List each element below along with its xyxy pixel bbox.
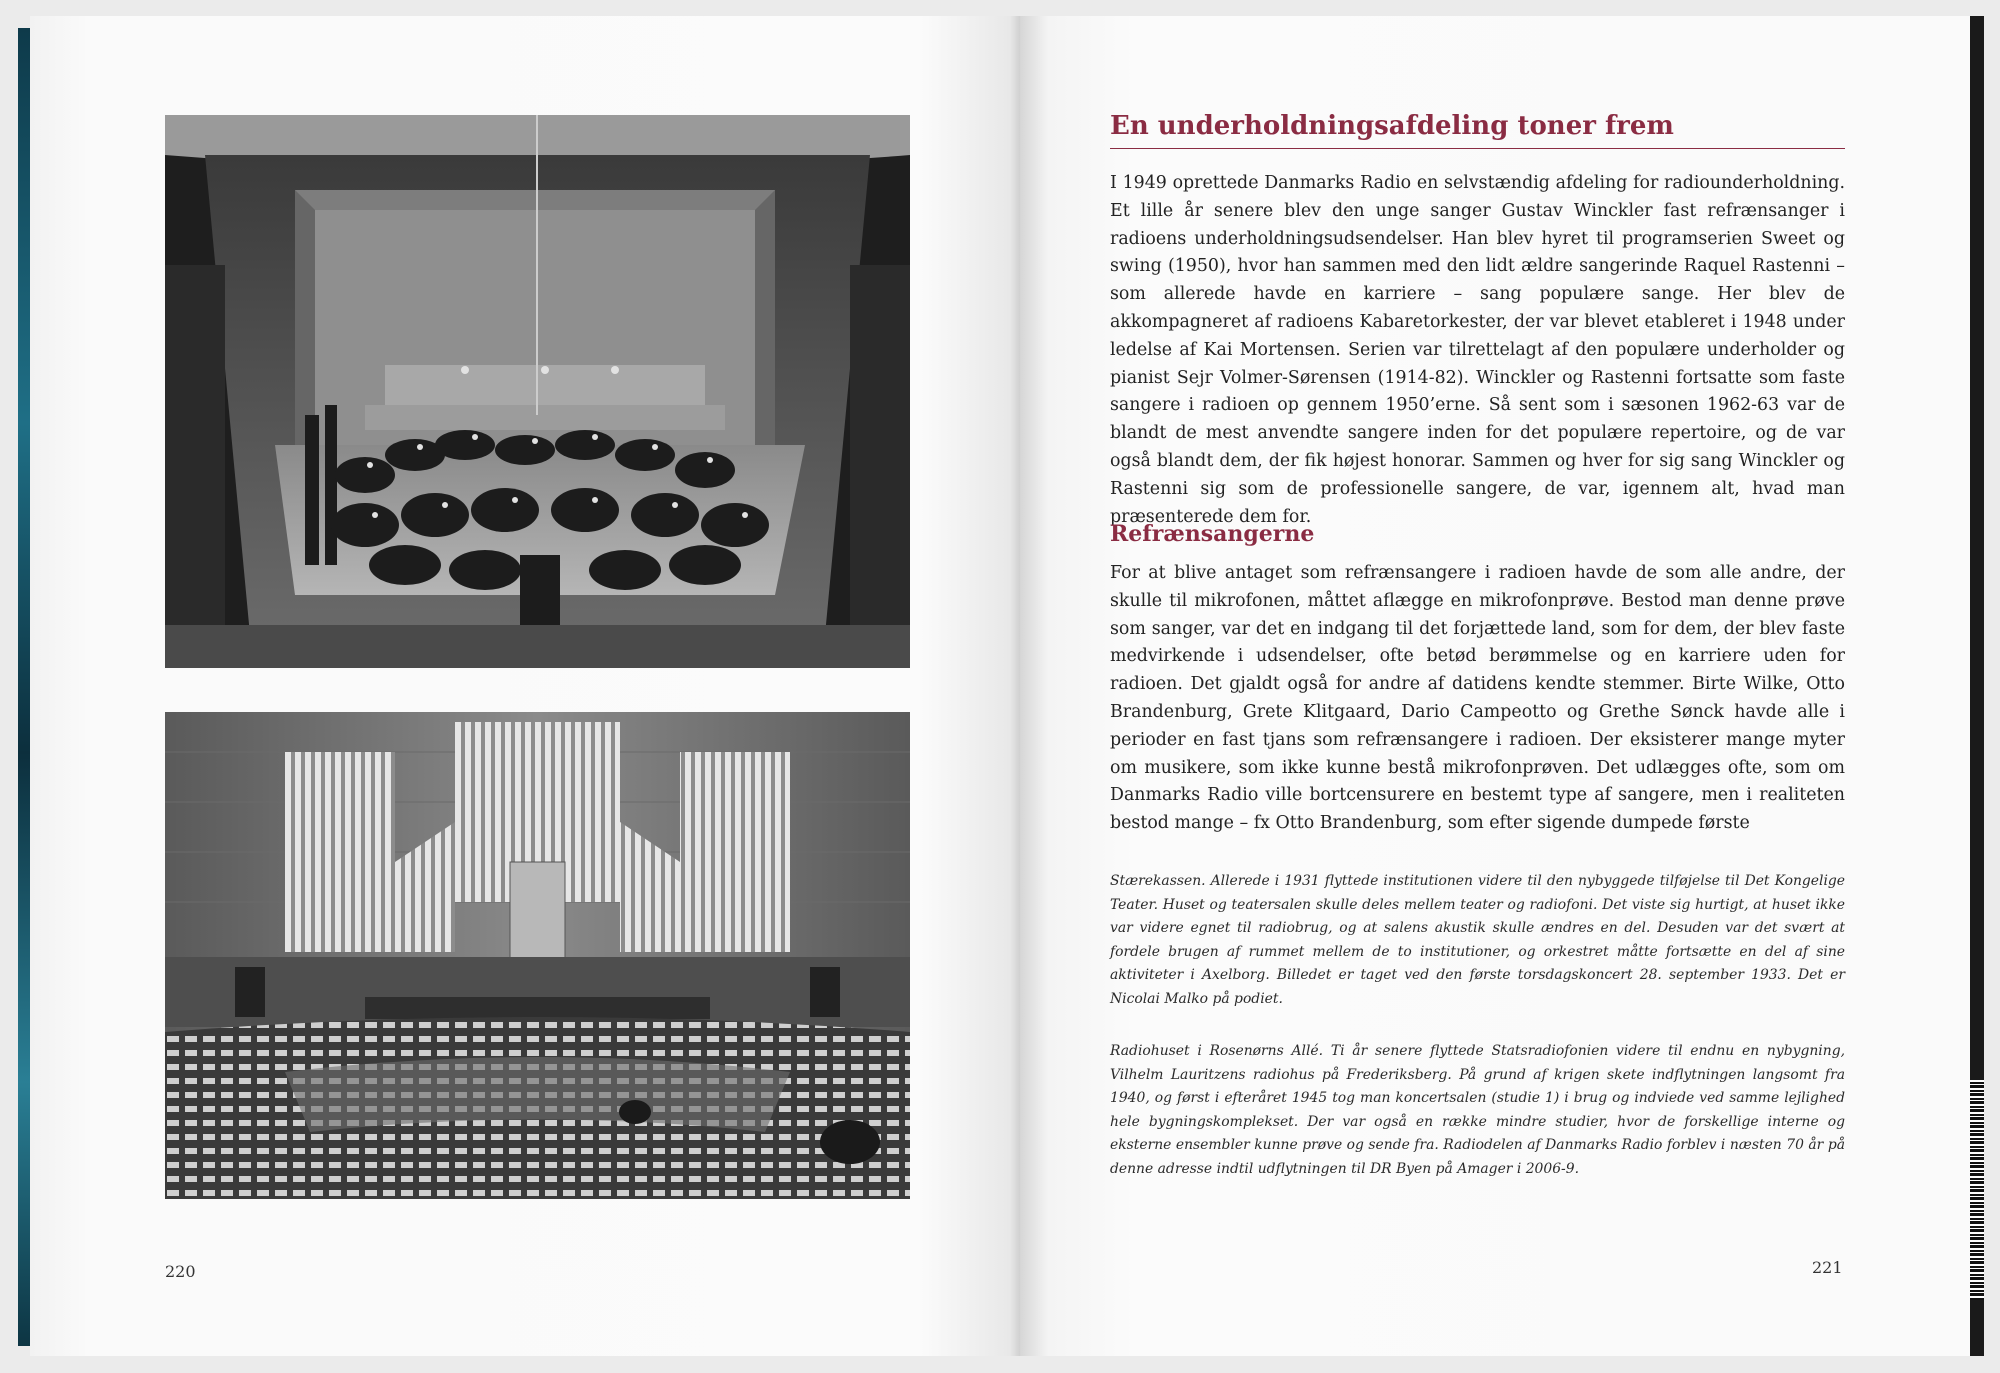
page-number-right: 221 bbox=[1812, 1258, 1843, 1277]
caption-orchestra: Stærekassen. Allerede i 1931 flyttede institutionen videre til den nybyggede tilføjelse til Det Kongelige Teater. Huset og teatersalen skulle deles mellem teater og radiofoni. Det viste sig hurtigt, at huset ikke var videre egnet til radiobrug, og at salens akustik skulle ændres en del. Desuden var det svært at fordele brugen af rummet mellem de to institutioner, og orkestret måtte fortsætte en del af sine aktiviteter i Axelborg. Billedet er taget ved den første torsdagskoncert 28. september 1933. Det er Nicolai Malko på podiet. bbox=[1110, 873, 1845, 1007]
organ-photo-image bbox=[165, 712, 910, 1199]
body-paragraph-2: For at blive antaget som refrænsangere i radioen havde de som alle andre, der skulle til mikrofonen, måttet aflægge en mikrofonprøve. Bestod man denne prøve som sanger, var det en indgang til det forjættede land, som for dem, der blev faste medvirkende i udsendelser, ofte betød berømmelse og en karriere uden for radioen. Det gjaldt også for andre af datidens kendte stemmer. Birte Wilke, Otto Brandenburg, Grete Klitgaard, Dario Campeotto og Grethe Sønck havde alle i perioder en fast tjans som refrænsangere i radioen. Der eksisterer mange myter om musikere, som ikke kunne bestå mikrofonprøven. Det udlægges ofte, som om Danmarks Radio ville bortcensurere en bestemt type af sangere, men i realiteten bestod mange – fx Otto Brandenburg, som efter sigende dumpede første bbox=[1110, 563, 1845, 834]
body-paragraph-1: I 1949 oprettede Danmarks Radio en selvstændig afdeling for radiounderholdning. Et lille år senere blev den unge sanger Gustav Winckler fast refrænsanger i radioens underholdningsudsendelser. Han blev hyret til programserien Sweet og swing (1950), hvor han sammen med den lidt ældre sangerinde Raquel Rastenni – som allerede havde en karriere – sang populære sange. Her blev de akkompagneret af radioens Kabaretorkester, der var blevet etableret i 1948 under ledelse af Kai Mortensen. Serien var tilrettelagt af den populære underholder og pianist Sejr Volmer-Sørensen (1914-82). Winckler og Rastenni fortsatte som faste sangere i radioen op gennem 1950’erne. Så sent som i sæsonen 1962-63 var de blandt de mest anvendte sangere inden for det populære repertoire, og de var også blandt dem, der fik højest honorar. Sammen og hver for sig sang Winckler og Rastenni sig som de professionelle sangere, de var, igennem alt, hvad man præsenterede dem for. bbox=[1110, 173, 1845, 527]
organ-photo bbox=[165, 712, 910, 1199]
barcode bbox=[1970, 1080, 1984, 1300]
caption-radiohuset: Radiohuset i Rosenørns Allé. Ti år senere flyttede Statsradiofonien videre til endnu en nybygning, Vilhelm Lauritzens radiohus på Frederiksberg. På grund af krigen skete indflytningen langsomt fra 1940, og først i efteråret 1945 tog man koncertsalen (studie 1) i brug og indviede ved samme lejlighed hele bygningskomplekset. Der var også en række mindre studier, hvor de forskellige interne og eksterne ensembler kunne prøve og sende fra. Radiodelen af Danmarks Radio forblev i næsten 70 år på denne adresse indtil udflytningen til DR Byen på Amager i 2006-9. bbox=[1110, 1043, 1845, 1177]
orchestra-photo-image bbox=[165, 115, 910, 668]
orchestra-photo bbox=[165, 115, 910, 668]
section-heading: En underholdningsafdeling toner frem bbox=[1110, 108, 1845, 149]
page-number-left: 220 bbox=[165, 1262, 196, 1281]
sub-heading: Refrænsangerne bbox=[1110, 521, 1315, 547]
